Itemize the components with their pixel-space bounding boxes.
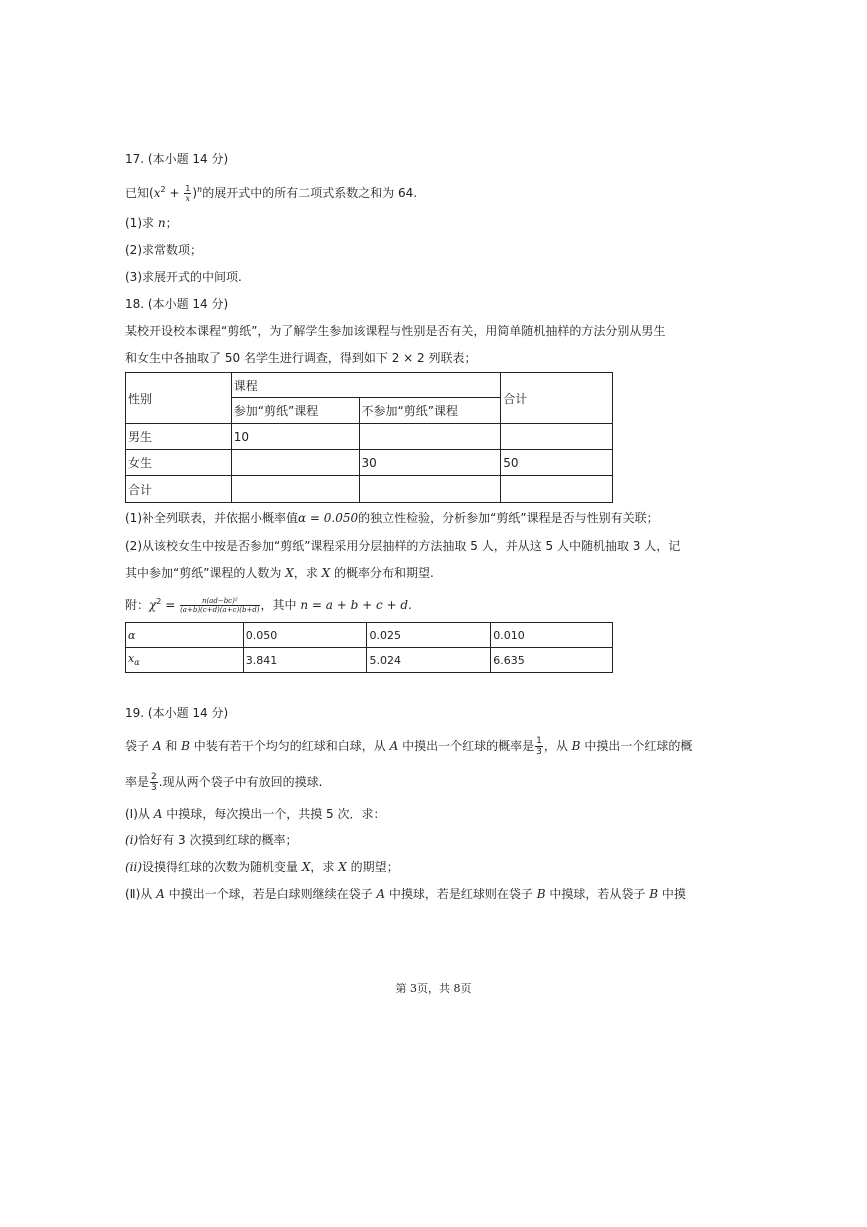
q18-p1-prefix: (1)补全列联表，并依据小概率值 — [125, 511, 298, 525]
q18-stem-line1: 某校开设校本课程“剪纸”，为了解学生参加该课程与性别是否有关，用简单随机抽样的方法分别从男生 — [125, 324, 666, 338]
q19-p1-a: (Ⅰ)从 — [125, 807, 154, 821]
q17-stem-suffix: 的展开式中的所有二项式系数之和为 64. — [202, 186, 418, 200]
q18-stem-line2: 和女生中各抽取了 50 名学生进行调查，得到如下 2 × 2 列联表； — [125, 351, 477, 365]
q17-frac-den: x — [185, 194, 191, 203]
table-header-total: 合计 — [501, 373, 613, 424]
q17-x: x — [153, 186, 161, 200]
q19-s1-a: 袋子 — [125, 739, 153, 753]
q18-note-fraction — [180, 597, 259, 614]
q19-sub-i — [125, 832, 297, 848]
q19-sub-ii — [125, 859, 399, 875]
q19-part1 — [125, 806, 385, 822]
q18-header: 18. (本小题 14 分) — [125, 297, 229, 311]
q19-sub-ii-b: ，求 — [310, 860, 339, 874]
q18-p1-suffix: 的独立性检验，分析参加“剪纸”课程是否与性别有关联； — [358, 511, 659, 525]
q19-header: 19. (本小题 14 分) — [125, 706, 229, 720]
q19-p2-e: 中摸 — [658, 887, 686, 901]
q18-part2-line2 — [125, 565, 434, 581]
q18-note-den: (a+b)(c+d)(a+c)(b+d) — [180, 606, 260, 614]
q19-s2-a: 率是 — [125, 775, 150, 789]
page-footer: 第 3页，共 8页 — [395, 982, 472, 995]
table-row-female-label: 女生 — [126, 450, 232, 476]
q18-p2-mid: ，求 — [293, 566, 322, 580]
q19-s1-b: 和 — [161, 739, 182, 753]
q17-exp: 2 — [160, 185, 166, 194]
q18-note-n-eq: n = a + b + c + d — [300, 598, 409, 612]
q18-part1 — [125, 510, 659, 526]
q19-part2 — [125, 886, 686, 902]
q19-s2-frac-num: 2 — [151, 772, 157, 782]
cv-table-alpha-2: 0.025 — [367, 623, 491, 648]
q17-p1-var: n — [157, 216, 166, 230]
q18-note — [125, 594, 412, 614]
table-cell-female-join — [231, 450, 359, 476]
q17-part2: (2)求常数项； — [125, 243, 202, 257]
cv-x-sub: α — [134, 658, 140, 668]
q17-part1 — [125, 215, 178, 231]
q18-p1-alpha: α = 0.050 — [298, 511, 359, 525]
q18-note-chi: χ — [149, 598, 157, 612]
q19-stem-line2 — [125, 772, 322, 793]
q19-sub-ii-X: X — [301, 860, 311, 874]
q19-s1-B: B — [181, 739, 190, 753]
table-header-gender: 性别 — [126, 373, 232, 424]
q19-sub-i-label: (i) — [125, 833, 139, 847]
q18-note-eq: = — [161, 598, 180, 612]
q19-stem-line1 — [125, 736, 692, 757]
q19-s1-B2: B — [571, 739, 581, 753]
q17-part3: (3)求展开式的中间项. — [125, 270, 242, 284]
table-header-notjoin: 不参加“剪纸”课程 — [359, 398, 501, 424]
q17-n-exp: n — [197, 185, 203, 194]
q17-stem-prefix: 已知( — [125, 186, 154, 200]
q19-s1-frac-num: 1 — [536, 736, 542, 746]
table-cell-female-total: 50 — [501, 450, 613, 476]
q19-sub-i-text: 恰好有 3 次摸到红球的概率； — [138, 833, 298, 847]
cv-table-x-1: 3.841 — [243, 648, 367, 673]
cv-table-x-2: 5.024 — [367, 648, 491, 673]
cv-table-alpha-1: 0.050 — [243, 623, 367, 648]
q17-close: ) — [192, 186, 198, 200]
table-cell-male-join: 10 — [231, 424, 359, 450]
q19-sub-ii-label: (ii) — [125, 860, 143, 874]
table-header-join: 参加“剪纸”课程 — [231, 398, 359, 424]
q19-sub-ii-a: 设摸得红球的次数为随机变量 — [142, 860, 302, 874]
q19-p1-b: 中摸球，每次摸出一个，共摸 5 次．求： — [162, 807, 386, 821]
table-row-total-label: 合计 — [126, 476, 232, 503]
q19-s1-d: 中摸出一个红球的概率是 — [398, 739, 535, 753]
q19-p2-d: 中摸球，若从袋子 — [545, 887, 650, 901]
cv-x: x — [128, 652, 135, 666]
q18-note-mid: ，其中 — [260, 598, 301, 612]
contingency-table — [125, 372, 613, 503]
q19-s2-frac-den: 3 — [151, 783, 157, 793]
q19-s2-b: .现从两个袋子中有放回的摸球. — [158, 775, 323, 789]
q19-s1-A: A — [152, 739, 162, 753]
q17-frac-num: 1 — [185, 184, 191, 193]
q19-s1-c: 中装有若干个均匀的红球和白球，从 — [189, 739, 390, 753]
q19-p2-A: A — [156, 887, 165, 901]
q18-p2-X: X — [285, 566, 294, 580]
q19-p2-b: 中摸出一个球，若是白球则继续在袋子 — [164, 887, 377, 901]
q19-s2-fraction — [150, 772, 158, 793]
q19-sub-ii-c: 的期望； — [346, 860, 399, 874]
table-cell-male-total — [501, 424, 613, 450]
table-cell-total-total — [501, 476, 613, 503]
q18-p2-X2: X — [321, 566, 331, 580]
table-cell-male-notjoin — [359, 424, 501, 450]
q18-part2-line1: (2)从该校女生中按是否参加“剪纸”课程采用分层抽样的方法抽取 5 人，并从这 5 人中随机抽取 3 人，记 — [125, 539, 681, 553]
q17-p1-suffix: ； — [165, 216, 178, 230]
q19-p2-B2: B — [649, 887, 659, 901]
q19-p1-A: A — [153, 807, 163, 821]
q17-header: 17. (本小题 14 分) — [125, 152, 229, 166]
q19-p2-c: 中摸球，若是红球则在袋子 — [385, 887, 537, 901]
q17-fraction — [184, 184, 191, 203]
q18-p2-suffix: 的概率分布和期望. — [330, 566, 434, 580]
critical-value-table — [125, 622, 613, 673]
table-row-male-label: 男生 — [126, 424, 232, 450]
q19-s1-fraction — [535, 736, 543, 757]
table-cell-total-notjoin — [359, 476, 501, 503]
q17-stem — [125, 182, 417, 203]
table-header-course: 课程 — [231, 373, 500, 398]
cv-table-alpha-3: 0.010 — [491, 623, 613, 648]
q18-note-end: . — [408, 598, 412, 612]
q19-p2-A2: A — [376, 887, 386, 901]
q19-s1-frac-den: 3 — [536, 747, 542, 757]
cv-table-x-3: 6.635 — [491, 648, 613, 673]
cv-table-alpha-label: α — [126, 623, 244, 648]
q18-p2-prefix: 其中参加“剪纸”课程的人数为 — [125, 566, 286, 580]
q18-note-sup: 2 — [156, 597, 162, 606]
q17-p1-prefix: (1)求 — [125, 216, 158, 230]
q19-s1-f: 中摸出一个红球的概 — [580, 739, 693, 753]
q18-note-num: n(ad−bc)² — [180, 597, 259, 606]
q19-s1-e: ，从 — [543, 739, 572, 753]
q19-sub-ii-X2: X — [338, 860, 347, 874]
table-cell-total-join — [231, 476, 359, 503]
q19-s1-A2: A — [389, 739, 399, 753]
q18-note-prefix: 附： — [125, 598, 150, 612]
q19-p2-a: (Ⅱ)从 — [125, 887, 157, 901]
cv-table-x-label — [126, 648, 244, 673]
table-cell-female-notjoin: 30 — [359, 450, 501, 476]
q17-plus: + — [165, 186, 184, 200]
q19-p2-B: B — [536, 887, 546, 901]
